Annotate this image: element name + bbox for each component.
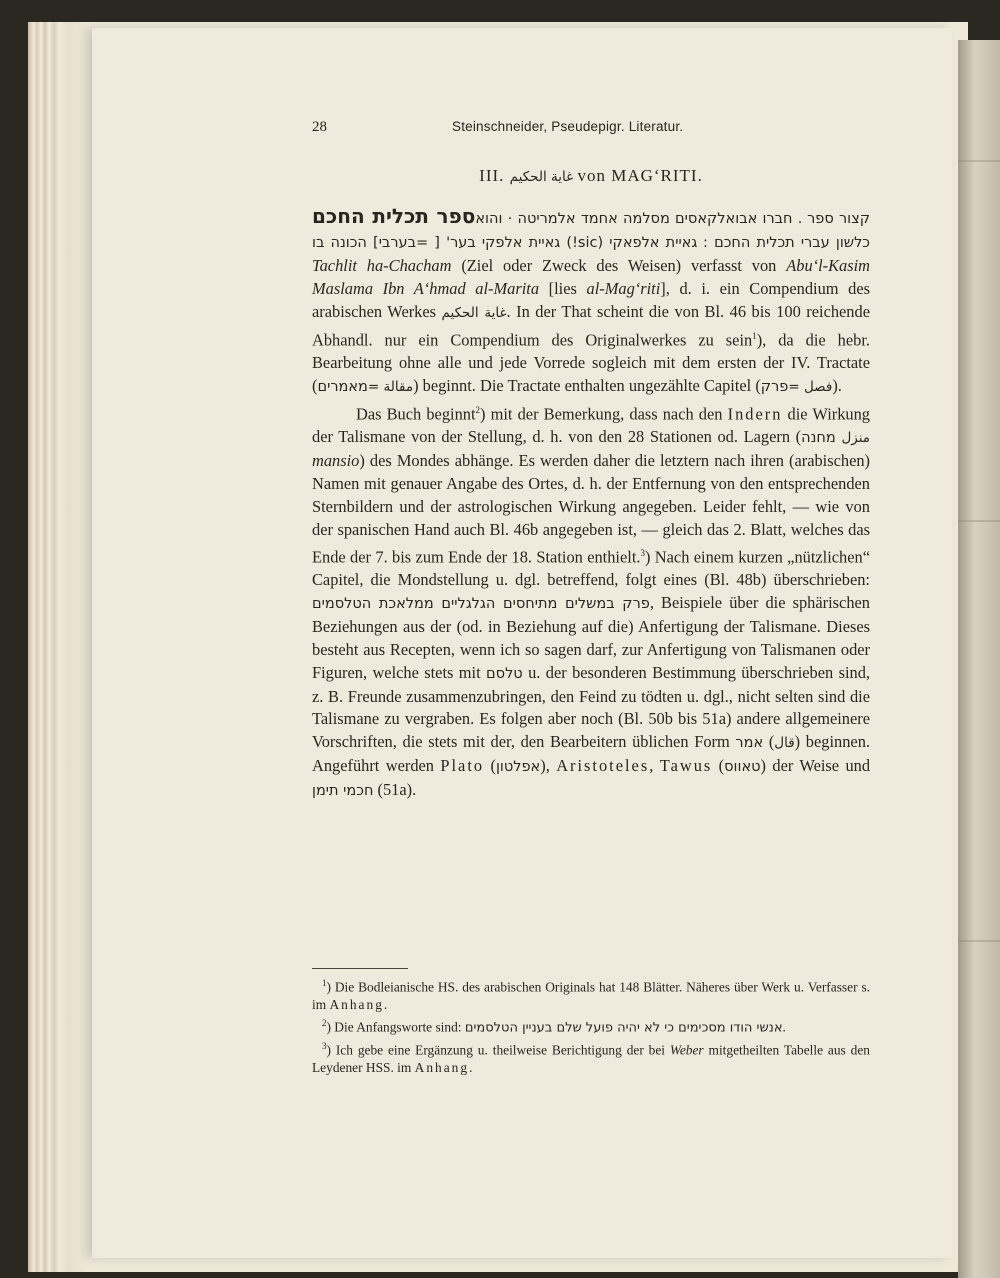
text-run: u. der besonderen Bestimmung überschrieben sind, z. B. Freunde zusammenzubringen, den Feind zu tödten u. dgl., nicht selten sind die Talismane zu vergraben. Es folgen aber noch (Bl. 50b bis 51a) andere allgemeinere Vorschriften, die stets mit der, den Bearbeitern üblichen Form bbox=[312, 662, 870, 752]
text-run: . bbox=[469, 1059, 473, 1075]
name-tawus: Tawus bbox=[659, 756, 713, 776]
text-run: . In der That scheint die von Bl. 46 bis 100 reichende Abhandl. nur ein Compendium des Originalwerkes zu sein bbox=[312, 301, 870, 349]
hebrew-word: אמר bbox=[735, 735, 764, 752]
text-run: ], d. i. ein Compendium des arabischen Werkes bbox=[312, 278, 870, 321]
spaced-word: Indern bbox=[727, 404, 783, 424]
text-run: ), da die hebr. Bearbeitung ohne alle und jede Vorrede sogleich mit dem ersten der IV. Tractate ( bbox=[312, 330, 870, 395]
text-run: ) Nach einem kurzen „nützlichen“ Capitel, die Mondstellung u. dgl. betreffend, folgt eines (Bl. 48b) überschrieben: bbox=[312, 547, 870, 589]
text-run: Das Buch beginnt bbox=[356, 404, 476, 424]
text-run: ) beginnen. Angeführt werden bbox=[312, 732, 870, 776]
footnote-number: 1 bbox=[322, 978, 327, 988]
hebrew-heading: פרק במשלים מתיחסים הגלגליים ממלאכת הטלסמים bbox=[312, 595, 650, 612]
facing-page-edge bbox=[958, 40, 1000, 1278]
author-weber: Weber bbox=[669, 1042, 704, 1058]
hebrew-word: טלסם bbox=[486, 665, 523, 682]
hebrew-word: מחנה bbox=[801, 430, 836, 447]
hebrew-quote: אנשי הודו מסכימים כי לא יהיה פועל שלם בעניין הטלסמים bbox=[464, 1020, 783, 1036]
hebrew-word: חכמי תימן bbox=[312, 783, 374, 800]
text-run: [lies bbox=[548, 278, 577, 298]
footnote-1 bbox=[312, 975, 870, 1014]
text-run: ) Die Anfangsworte sind: bbox=[326, 1019, 462, 1035]
running-title: Steinschneider, Pseudepigr. Literatur. bbox=[452, 119, 684, 134]
body-text bbox=[312, 205, 870, 803]
footnote-3 bbox=[312, 1038, 870, 1077]
name-plato: Plato bbox=[440, 756, 485, 776]
text-run: . bbox=[782, 1019, 786, 1035]
section-title-arabic: غاية الحكيم bbox=[509, 169, 574, 185]
text-run: mitgetheilten Tabelle aus den Leydener HSS. im bbox=[312, 1042, 870, 1075]
transliteration: Tachlit ha-Chacham bbox=[312, 255, 452, 275]
section-title-rest: von MAG‘RITI. bbox=[577, 166, 703, 185]
text-run: . bbox=[383, 997, 388, 1013]
hebrew-word: אפלטון bbox=[495, 759, 541, 776]
spaced-word: Anhang bbox=[414, 1059, 470, 1075]
page-number: 28 bbox=[312, 119, 327, 135]
section-numeral: III. bbox=[479, 166, 505, 185]
hebrew-title: ספר תכלית החכם bbox=[312, 204, 476, 228]
text-run: ). bbox=[832, 375, 842, 395]
footnote-ref-2[interactable]: 2 bbox=[475, 404, 481, 415]
name-aristoteles: Aristoteles bbox=[556, 756, 650, 776]
author-name-corrected: al-Mag‘riti bbox=[586, 278, 661, 298]
hebrew-word: פרק bbox=[760, 378, 789, 395]
text-run: ) des Mondes abhänge. Es werden daher die letztern nach ihren (arabischen) Namen mit genauer Angabe des Ortes, d. h. der Entfernung von den entsprechenden Sternbildern und der astrologischen Wirkung angegeben. Leider fehlt, — wie von der spanischen Hand auch Bl. 46b angegeben ist, — gleich das 2. Blatt, welches das Ende der 7. bis zum Ende der 18. Station enthielt. bbox=[312, 451, 870, 567]
hebrew-word: מאמרים bbox=[317, 378, 368, 395]
footnotes bbox=[312, 975, 870, 1077]
hebrew-line-3: כלשון עברי תכלית החכם : bbox=[703, 234, 870, 251]
arabic-title: غاية الحكيم bbox=[441, 304, 507, 321]
section-title bbox=[312, 166, 870, 186]
text-run: ) mit der Bemerkung, dass nach den bbox=[480, 404, 723, 424]
footnote-ref-1[interactable]: 1 bbox=[752, 330, 757, 341]
footnote-number: 2 bbox=[322, 1017, 327, 1028]
author-name: Abu‘l-Kasim Maslama Ibn A‘hmad al-Marita bbox=[312, 255, 871, 298]
footnote-ref-3[interactable]: 3 bbox=[640, 547, 645, 558]
footnote-number: 3 bbox=[322, 1040, 327, 1051]
paragraph-1 bbox=[312, 205, 870, 399]
hebrew-word: טאווס bbox=[724, 759, 761, 776]
text-run: (51a). bbox=[377, 780, 417, 800]
text-run: (Ziel oder Zweck des Weisen) verfasst von bbox=[461, 255, 777, 275]
text-run: ) Die Bodleianische HS. des arabischen Originals hat 148 Blätter. Näheres über Werk u. Verfasser s. im bbox=[312, 979, 870, 1013]
spaced-word: Anhang bbox=[329, 997, 384, 1013]
text-run: ) beginnt. Die Tractate enthalten ungezählte Capitel ( bbox=[413, 375, 761, 395]
arabic-word: = فصل bbox=[788, 378, 833, 395]
text-run: ) Ich gebe eine Ergänzung u. theilweise Berichtigung der bei bbox=[326, 1042, 666, 1058]
footnote-2 bbox=[312, 1015, 870, 1037]
footnote-rule bbox=[312, 968, 408, 969]
hebrew-line-2: קצור ספר גאיית אלפאקי (sic!) גאיית אלפקי בער' [ =בערבי] הכונה בו bbox=[312, 211, 871, 251]
text-run: die Wirkung der Talismane von der Stellung, d. h. von den 28 Stationen od. Lagern ( bbox=[312, 404, 870, 447]
text-run: , Beispiele über die sphärischen Beziehungen aus der (od. in Beziehung auf die) Anfertigung der Talismane. Dieses besteht aus Recepten, wenn ich so sagen darf, zur Anfertigung von Talismanen oder Figuren, welche stets mit bbox=[312, 592, 870, 682]
arabic-word: منزل bbox=[841, 430, 870, 447]
arabic-word: قال bbox=[774, 735, 795, 752]
arabic-word: = مقالة bbox=[367, 378, 414, 395]
paragraph-2: Das Buch beginnt$^2$) mit der Bemerkung, dass nach den Indern die Wirkung der Talismane von der Stellung, d. h. von den 28 Stationen od. Lagern (מחנה منزل mansio) des Mondes abhänge. Es werden daher die letztern nach ihren (arabischen) Namen mit genauer Angabe des Ortes, d. h. der Entfernung von den entsprechenden Sternbildern und der astrologischen Wirkung angegeben. Leider fehlt, — wie von der spanischen Hand auch Bl. 46b angegeben ist, — gleich das 2. Blatt, welches das Ende der 7. bis zum Ende der 18. Station enthielt.$^3$) Nach einem kurzen „nützlichen“ Capitel, die Mondstellung u. dgl. betreffend, folgt eines (Bl. 48b) überschrieben: פרק במשלים מתיחסים הגלגליים ממלאכת הטלסמים, Beispiele über die sphärischen Beziehungen aus der (od. in Beziehung auf die) Anfertigung der Talismane. Dieses besteht aus Recepten, wenn ich so sagen darf, zur Anfertigung von Talismanen oder Figuren, welche stets mit טלסם u. der besonderen Bestimmung überschrieben sind, z. B. Freunde zusammenzubringen, den Feind zu tödten u. dgl., nicht selten sind die Talismane zu vergraben. Es folgen aber noch (Bl. 50b bis 51a) andere allgemeinere Vorschriften, die stets mit der, den Bearbeitern üblichen Form אמר (قال) beginnen. Angeführt werden Plato (אפלטון), Aristoteles, Tawus (טאווס) der Weise und חכמי תימן (51a). bbox=[312, 404, 871, 800]
latin-word: mansio bbox=[312, 451, 360, 470]
text-run: ) der Weise und bbox=[760, 756, 871, 776]
hebrew-line-1: . חברו אבואלקאסים מסלמה אחמד אלמריטה · והוא bbox=[475, 211, 803, 227]
